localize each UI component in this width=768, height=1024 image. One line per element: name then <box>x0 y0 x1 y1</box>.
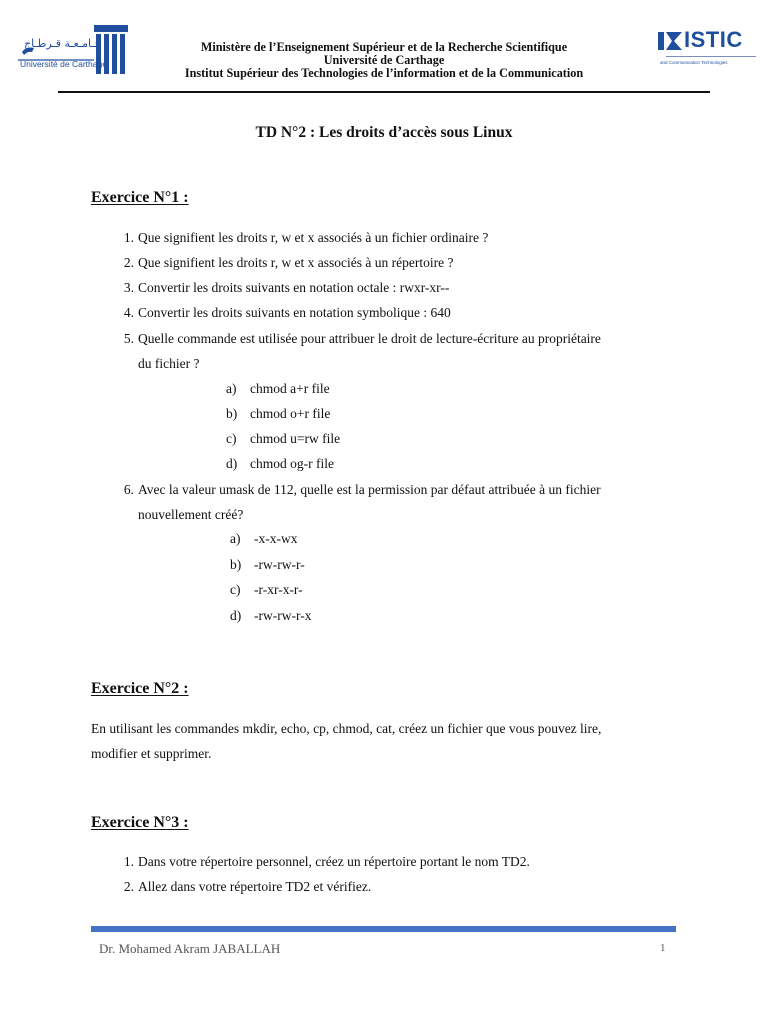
option-label: d) <box>226 456 238 471</box>
exercise-2-heading: Exercice N°2 : <box>91 680 189 697</box>
question-text: Allez dans votre répertoire TD2 et vérifiez. <box>138 879 372 894</box>
logo-latin-text: Université de Carthage <box>20 59 107 69</box>
question-number: 3. <box>123 280 134 295</box>
document-title: TD N°2 : Les droits d’accès sous Linux <box>255 124 513 141</box>
exercise-3-heading: Exercice N°3 : <box>91 814 189 831</box>
option-text: -x-x-wx <box>254 531 298 546</box>
footer-author: Dr. Mohamed Akram JABALLAH <box>99 941 281 956</box>
option-label: a) <box>226 381 237 396</box>
header-divider <box>58 91 710 93</box>
exercise-1-heading: Exercice N°1 : <box>91 189 189 206</box>
option-label: b) <box>226 406 238 421</box>
question-number: 1. <box>123 854 134 869</box>
q5-option-c <box>226 431 341 447</box>
question-text: Convertir les droits suivants en notation octale : rwxr-xr-- <box>138 280 450 295</box>
option-label: b) <box>230 557 242 572</box>
q6-option-c <box>230 582 303 598</box>
question-text: du fichier ? <box>138 356 200 371</box>
institution-header <box>150 41 618 80</box>
university-line: Université de Carthage <box>323 53 445 67</box>
logo-divider <box>666 56 756 57</box>
page-number: 1 <box>660 942 666 954</box>
carthage-columns-icon <box>16 22 136 78</box>
question-text: Avec la valeur umask de 112, quelle est la permission par défaut attribuée à un fichier <box>138 482 601 497</box>
option-text: chmod og-r file <box>250 456 334 471</box>
option-label: a) <box>230 531 241 546</box>
question-text: Quelle commande est utilisée pour attribuer le droit de lecture-écriture au propriétaire <box>138 331 601 346</box>
exercise-2-text-line2: modifier et supprimer. <box>91 746 212 761</box>
option-text: chmod o+r file <box>250 406 331 421</box>
option-text: chmod u=rw file <box>250 431 341 446</box>
footer-accent-bar <box>91 926 676 932</box>
q6-option-d <box>230 608 312 624</box>
institute-line: Institut Supérieur des Technologies de l’information et de la Communication <box>184 66 584 80</box>
q5-option-d <box>226 456 334 472</box>
question-text: Dans votre répertoire personnel, créez un répertoire portant le nom TD2. <box>138 854 530 869</box>
option-text: -rw-rw-r- <box>254 557 305 572</box>
question-number: 6. <box>123 482 134 497</box>
istic-logo <box>656 26 756 74</box>
question-number: 1. <box>123 230 134 245</box>
question-text: nouvellement créé? <box>138 507 244 522</box>
option-label: c) <box>230 582 241 597</box>
option-label: c) <box>226 431 237 446</box>
logo-arabic-text: جـامـعـة قـرطـاج <box>24 37 102 50</box>
option-text: chmod a+r file <box>250 381 330 396</box>
istic-brand-text: ISTIC <box>684 27 743 52</box>
q5-option-a <box>226 381 330 397</box>
q5-option-b <box>226 406 331 422</box>
q6-option-a <box>230 531 298 547</box>
option-text: -rw-rw-r-x <box>254 608 312 623</box>
option-text: -r-xr-x-r- <box>254 582 303 597</box>
question-number: 2. <box>123 255 134 270</box>
question-number: 2. <box>123 879 134 894</box>
q6-option-b <box>230 557 305 573</box>
istic-mark-icon <box>658 30 684 52</box>
ministry-line: Ministère de l’Enseignement Supérieur et de la Recherche Scientifique <box>200 40 568 54</box>
universite-carthage-logo <box>16 22 136 78</box>
question-text: Que signifient les droits r, w et x associés à un répertoire ? <box>138 255 454 270</box>
question-text: Que signifient les droits r, w et x associés à un fichier ordinaire ? <box>138 230 489 245</box>
exercise-2-text-line1: En utilisant les commandes mkdir, echo, cp, chmod, cat, créez un fichier que vous pouvez lire, <box>91 721 602 736</box>
question-number: 5. <box>123 331 134 346</box>
question-text: Convertir les droits suivants en notation symbolique : 640 <box>138 305 451 320</box>
option-label: d) <box>230 608 242 623</box>
istic-tagline-text: and Communication Technologies <box>660 60 728 65</box>
question-number: 4. <box>123 305 134 320</box>
